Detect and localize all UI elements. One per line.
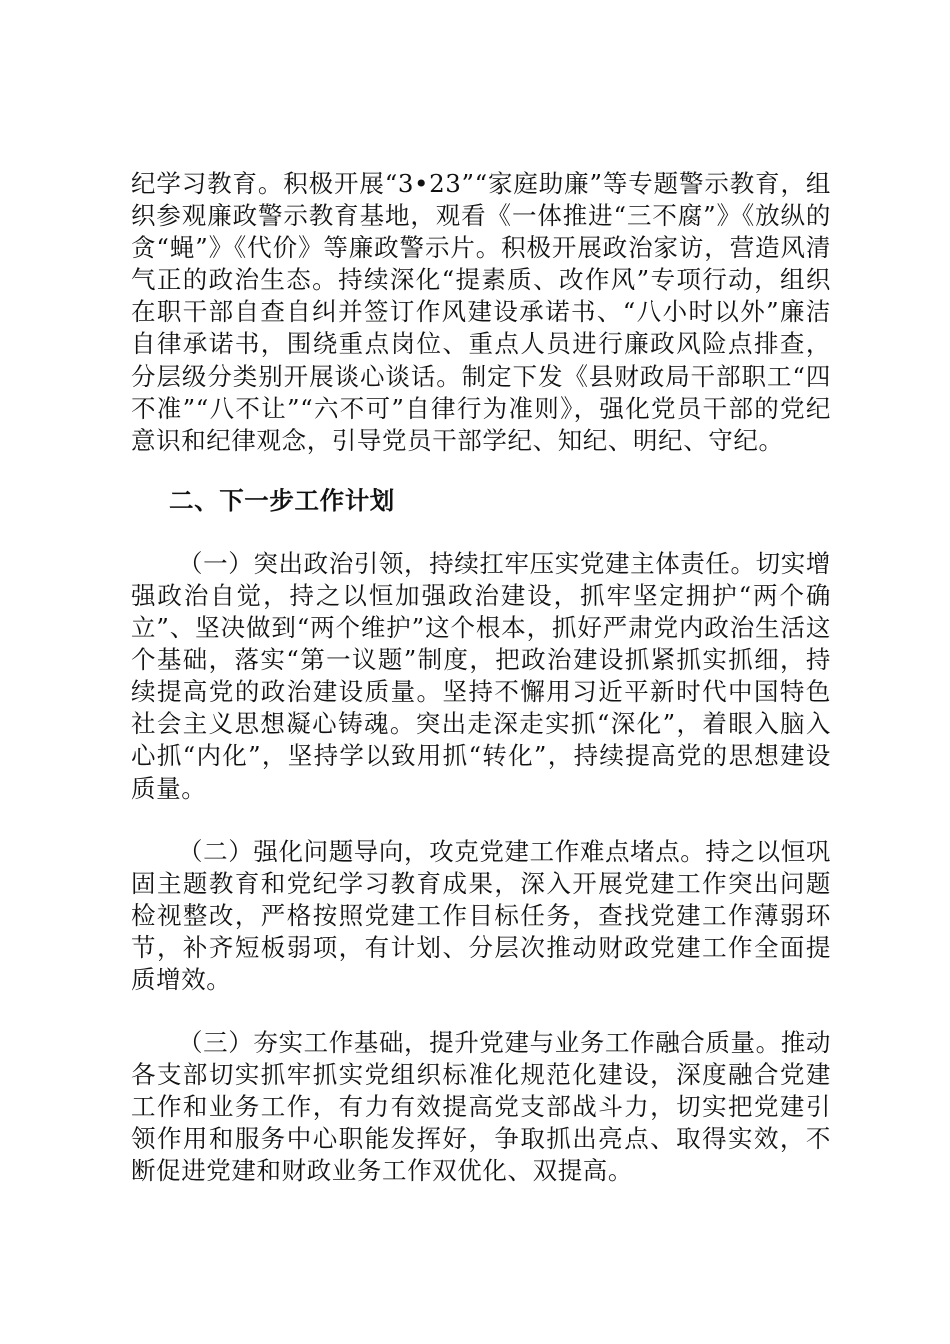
- document-page: [131, 168, 831, 1188]
- body-paragraph-item-2: （二）强化问题导向，攻克党建工作难点堵点。持之以恒巩固主题教育和党纪学习教育成果，深入开展党建工作突出问题检视整改，严格按照党建工作目标任务，查找党建工作薄弱环节，补齐短板弱项，有计划、分层次推动财政党建工作全面提质增效。: [131, 836, 831, 994]
- section-heading: 二、下一步工作计划: [169, 485, 395, 515]
- body-paragraph-item-1: （一）突出政治引领，持续扛牢压实党建主体责任。切实增强政治自觉，持之以恒加强政治建设，抓牢坚定拥护“两个确立”、坚决做到“两个维护”这个根本，抓好严肃党内政治生活这个基础，落实“第一议题”制度，把政治建设抓紧抓实抓细，持续提高党的政治建设质量。坚持不懈用习近平新时代中国特色社会主义思想凝心铸魂。突出走深走实抓“深化”，着眼入脑入心抓“内化”，坚持学以致用抓“转化”，持续提高党的思想建设质量。: [131, 548, 831, 803]
- body-paragraph-intro: 纪学习教育。积极开展“3•23”“家庭助廉”等专题警示教育，组织参观廉政警示教育基地，观看《一体推进“三不腐”》《放纵的贪“蝇”》《代价》等廉政警示片。积极开展政治家访，营造风清气正的政治生态。持续深化“提素质、改作风”专项行动，组织在职干部自查自纠并签订作风建设承诺书、“八小时以外”廉洁自律承诺书，围绕重点岗位、重点人员进行廉政风险点排查，分层级分类别开展谈心谈话。制定下发《县财政局干部职工“四不准”“八不让”“六不可”自律行为准则》，强化党员干部的党纪意识和纪律观念，引导党员干部学纪、知纪、明纪、守纪。: [131, 169, 831, 455]
- body-paragraph-item-3: （三）夯实工作基础，提升党建与业务工作融合质量。推动各支部切实抓牢抓实党组织标准化规范化建设，深度融合党建工作和业务工作，有力有效提高党支部战斗力，切实把党建引领作用和服务中心职能发挥好，争取抓出亮点、取得实效，不断促进党建和财政业务工作双优化、双提高。: [131, 1028, 831, 1186]
